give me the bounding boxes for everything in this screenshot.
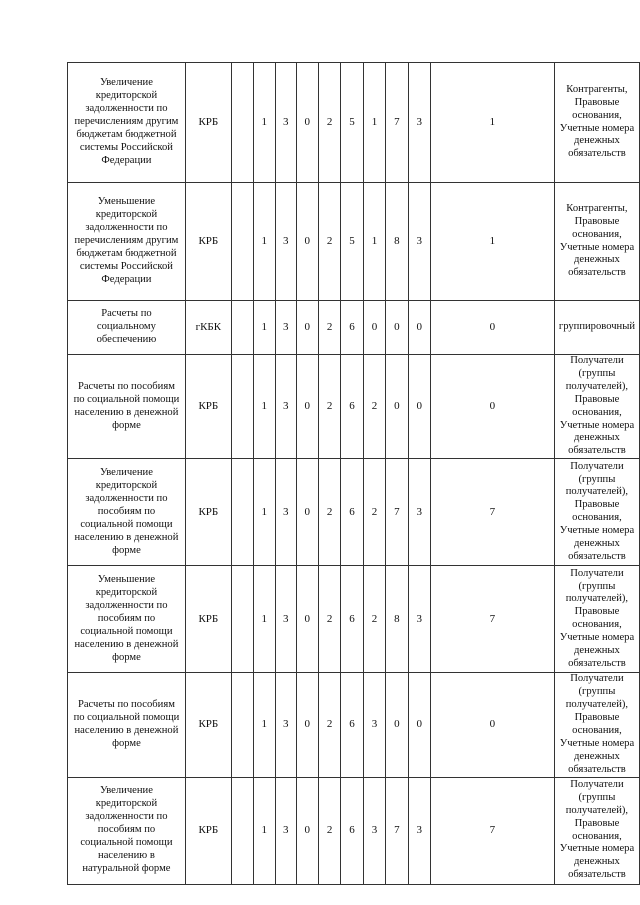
analytics-cell: Получатели (группы получателей), Правовые основания, Учетные номера денежных обязательств [554,355,639,459]
account-digit: 6 [341,673,363,777]
table-body [68,63,640,885]
account-digit: 6 [341,355,363,459]
account-digit: 2 [363,459,385,566]
account-digit: 7 [386,777,408,884]
account-type: КРБ [185,777,231,884]
table-row [68,183,640,301]
analytics-cell: Получатели (группы получателей), Правовые основания, Учетные номера денежных обязательств [554,673,639,777]
account-digit: 0 [386,355,408,459]
analytics-cell: Получатели (группы получателей), Правовые основания, Учетные номера денежных обязательств [554,459,639,566]
account-digit: 3 [408,459,430,566]
table-row [68,355,640,459]
analytics-cell: Контрагенты, Правовые основания, Учетные номера денежных обязательств [554,183,639,301]
account-digit: 1 [253,673,275,777]
account-digit: 0 [296,355,318,459]
account-digit: 2 [318,566,340,673]
account-digit: 3 [363,777,385,884]
account-digit: 2 [318,63,340,183]
account-type: гКБК [185,301,231,355]
account-digit: 6 [341,301,363,355]
account-digit: 2 [318,459,340,566]
table-row [68,566,640,673]
account-digit: 2 [318,777,340,884]
account-digit: 5 [341,183,363,301]
account-digit: 3 [275,566,296,673]
account-name: Увеличение кредиторской задолженности по пособиям по социальной помощи населению в денежной форме [68,459,186,566]
account-digit: 3 [408,63,430,183]
account-name: Уменьшение кредиторской задолженности по перечислениям другим бюджетам бюджетной системы Российской Федерации [68,183,186,301]
account-digit: 0 [386,673,408,777]
account-digit: 7 [386,459,408,566]
account-digit: 3 [363,673,385,777]
account-digit: 0 [296,301,318,355]
table-row [68,301,640,355]
account-digit: 7 [430,566,554,673]
account-digit: 1 [253,777,275,884]
account-digit: 7 [430,777,554,884]
account-digit: 7 [430,459,554,566]
account-type: КРБ [185,63,231,183]
account-digit: 1 [253,63,275,183]
accounts-table [67,62,640,885]
account-digit: 2 [318,355,340,459]
spacer-cell [231,355,253,459]
account-digit: 2 [318,183,340,301]
account-digit: 3 [275,459,296,566]
account-name: Уменьшение кредиторской задолженности по пособиям по социальной помощи населению в денежной форме [68,566,186,673]
table-row [68,777,640,884]
account-digit: 3 [275,183,296,301]
account-type: КРБ [185,459,231,566]
account-name: Расчеты по пособиям по социальной помощи населению в денежной форме [68,673,186,777]
account-name: Расчеты по пособиям по социальной помощи населению в денежной форме [68,355,186,459]
account-digit: 0 [430,301,554,355]
spacer-cell [231,301,253,355]
account-digit: 0 [296,459,318,566]
account-digit: 5 [341,63,363,183]
account-digit: 1 [430,183,554,301]
account-digit: 6 [341,566,363,673]
account-digit: 7 [386,63,408,183]
account-digit: 3 [275,777,296,884]
table-row [68,63,640,183]
account-digit: 1 [253,301,275,355]
account-digit: 1 [253,355,275,459]
account-type: КРБ [185,673,231,777]
account-digit: 1 [253,183,275,301]
account-digit: 0 [430,355,554,459]
account-digit: 1 [253,566,275,673]
account-digit: 1 [430,63,554,183]
account-type: КРБ [185,566,231,673]
account-digit: 8 [386,183,408,301]
account-digit: 3 [275,673,296,777]
account-digit: 0 [296,777,318,884]
account-digit: 0 [408,673,430,777]
account-digit: 0 [296,566,318,673]
account-digit: 3 [408,183,430,301]
account-type: КРБ [185,183,231,301]
account-digit: 0 [430,673,554,777]
account-digit: 1 [253,459,275,566]
spacer-cell [231,777,253,884]
account-digit: 3 [275,355,296,459]
account-digit: 2 [363,566,385,673]
account-digit: 2 [318,673,340,777]
account-digit: 6 [341,459,363,566]
account-digit: 3 [275,63,296,183]
account-digit: 1 [363,183,385,301]
account-digit: 0 [408,355,430,459]
account-digit: 1 [363,63,385,183]
account-digit: 2 [318,301,340,355]
spacer-cell [231,566,253,673]
analytics-cell: Получатели (группы получателей), Правовые основания, Учетные номера денежных обязательств [554,566,639,673]
analytics-cell: Контрагенты, Правовые основания, Учетные номера денежных обязательств [554,63,639,183]
account-digit: 2 [363,355,385,459]
spacer-cell [231,673,253,777]
table-row [68,673,640,777]
spacer-cell [231,459,253,566]
account-digit: 3 [275,301,296,355]
account-digit: 3 [408,566,430,673]
account-type: КРБ [185,355,231,459]
account-digit: 3 [408,777,430,884]
account-name: Увеличение кредиторской задолженности по перечислениям другим бюджетам бюджетной системы Российской Федерации [68,63,186,183]
table-row [68,459,640,566]
account-digit: 0 [296,183,318,301]
account-digit: 0 [408,301,430,355]
account-digit: 0 [296,673,318,777]
analytics-cell: группировочный [554,301,639,355]
account-digit: 0 [386,301,408,355]
account-name: Увеличение кредиторской задолженности по пособиям по социальной помощи населению в натуральной форме [68,777,186,884]
account-digit: 8 [386,566,408,673]
spacer-cell [231,183,253,301]
account-digit: 0 [363,301,385,355]
account-digit: 0 [296,63,318,183]
account-name: Расчеты по социальному обеспечению [68,301,186,355]
account-digit: 6 [341,777,363,884]
spacer-cell [231,63,253,183]
analytics-cell: Получатели (группы получателей), Правовые основания, Учетные номера денежных обязательств [554,777,639,884]
